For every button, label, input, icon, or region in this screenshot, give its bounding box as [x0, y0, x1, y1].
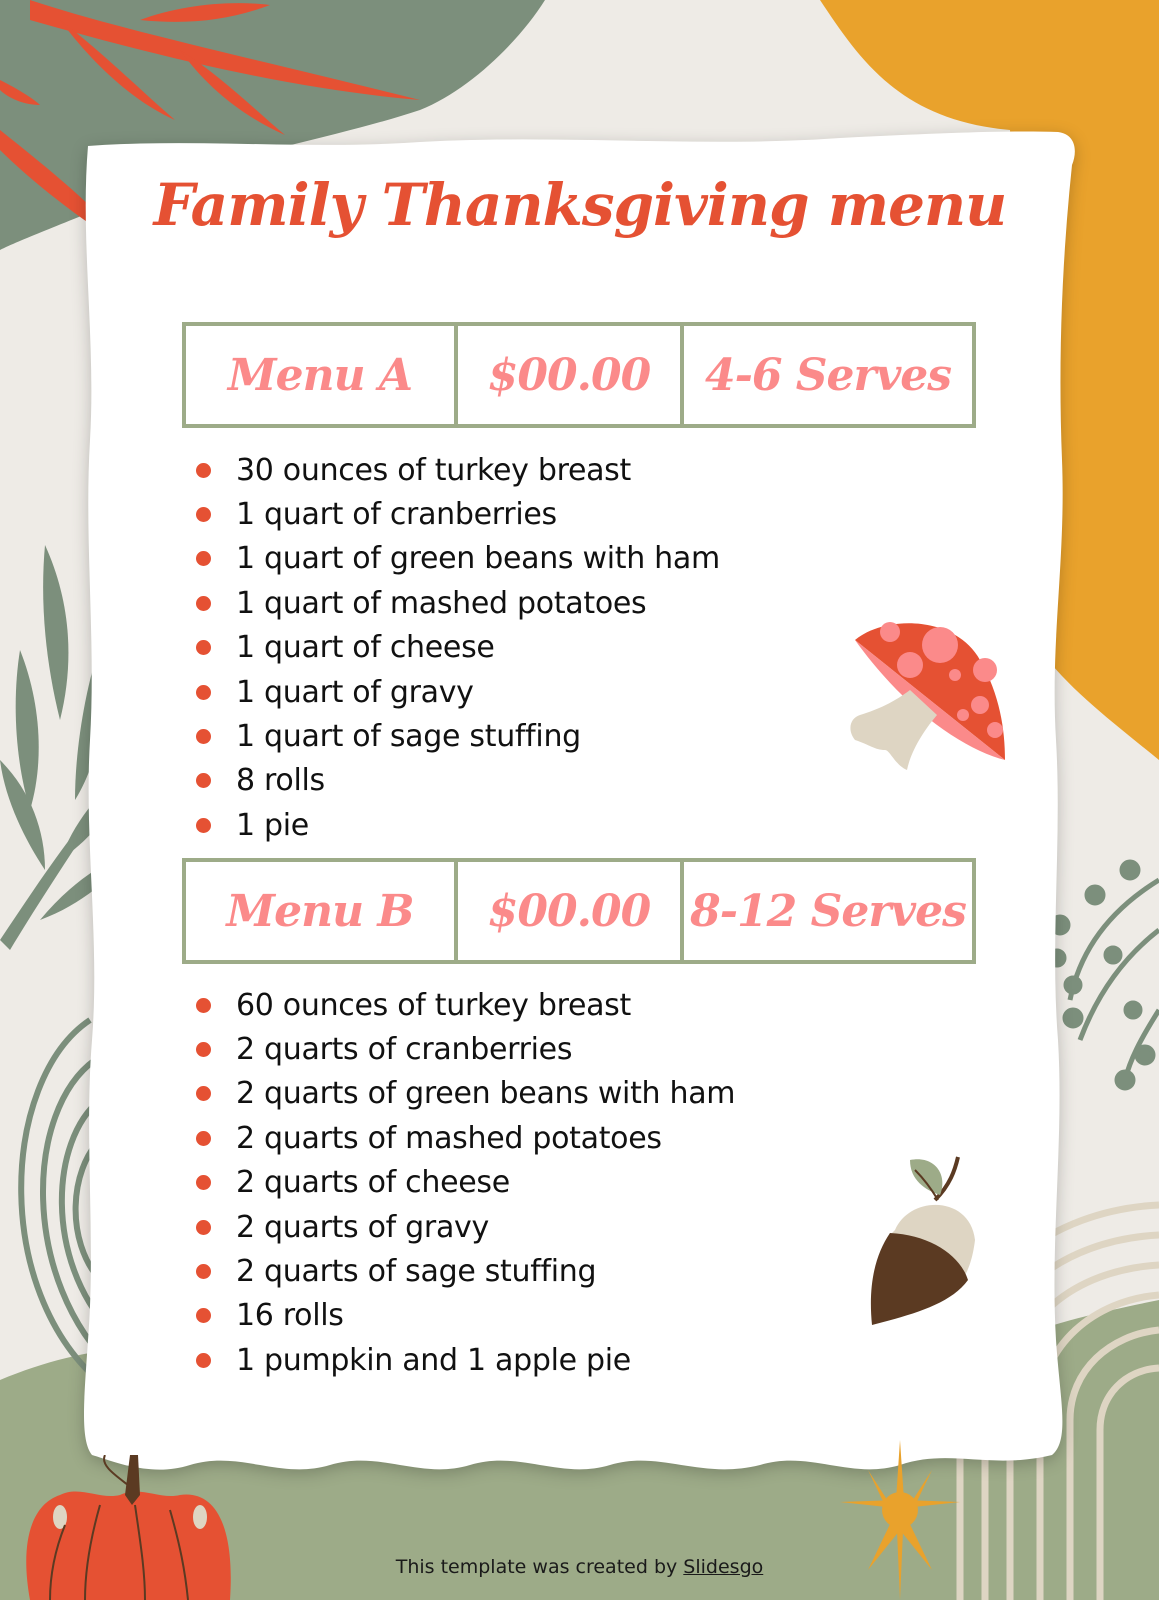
bullet-icon [196, 729, 211, 744]
list-item: 1 pie [196, 803, 720, 847]
list-item: 2 quarts of cheese [196, 1161, 735, 1205]
bullet-icon [196, 507, 211, 522]
list-item: 60 ounces of turkey breast [196, 983, 735, 1027]
list-item: 16 rolls [196, 1294, 735, 1338]
list-item: 2 quarts of gravy [196, 1205, 735, 1249]
bullet-icon [196, 685, 211, 700]
menu-b-name: Menu B [226, 885, 414, 937]
menu-a-items [196, 448, 720, 848]
list-item: 1 quart of cheese [196, 626, 720, 670]
list-item: 2 quarts of mashed potatoes [196, 1116, 735, 1160]
list-item: 2 quarts of sage stuffing [196, 1249, 735, 1293]
bullet-icon [196, 1353, 211, 1368]
bullet-icon [196, 1175, 211, 1190]
page-title: Family Thanksgiving menu [153, 171, 1007, 239]
menu-a-header [182, 322, 976, 428]
list-item: 1 quart of cranberries [196, 492, 720, 536]
list-item: 1 quart of sage stuffing [196, 714, 720, 758]
footer-credit [0, 1556, 1159, 1578]
bullet-icon [196, 1131, 211, 1146]
list-item: 1 quart of green beans with ham [196, 537, 720, 581]
bullet-icon [196, 640, 211, 655]
bullet-icon [196, 773, 211, 788]
menu-a-name: Menu A [227, 349, 413, 401]
list-item: 1 pumpkin and 1 apple pie [196, 1338, 735, 1382]
list-item: 2 quarts of green beans with ham [196, 1072, 735, 1116]
menu-b-serves: 8-12 Serves [680, 862, 972, 960]
bullet-icon [196, 1042, 211, 1057]
mushroom-icon [845, 620, 1015, 780]
bullet-icon [196, 463, 211, 478]
bullet-icon [196, 818, 211, 833]
menu-a-serves: 4-6 Serves [680, 326, 972, 424]
list-item: 2 quarts of cranberries [196, 1027, 735, 1071]
list-item: 30 ounces of turkey breast [196, 448, 720, 492]
menu-b-price: $00.00 [454, 862, 680, 960]
acorn-icon [870, 1155, 980, 1325]
bullet-icon [196, 1220, 211, 1235]
bullet-icon [196, 1086, 211, 1101]
bullet-icon [196, 596, 211, 611]
slidesgo-link[interactable]: Slidesgo [683, 1556, 764, 1578]
footer-text: This template was created by [395, 1556, 684, 1578]
bullet-icon [196, 1308, 211, 1323]
bullet-icon [196, 998, 211, 1013]
menu-b-items [196, 983, 735, 1383]
list-item: 1 quart of mashed potatoes [196, 581, 720, 625]
menu-a-price: $00.00 [454, 326, 680, 424]
list-item: 8 rolls [196, 759, 720, 803]
bullet-icon [196, 1264, 211, 1279]
list-item: 1 quart of gravy [196, 670, 720, 714]
pumpkin-icon [20, 1455, 240, 1600]
bullet-icon [196, 551, 211, 566]
menu-b-header [182, 858, 976, 964]
